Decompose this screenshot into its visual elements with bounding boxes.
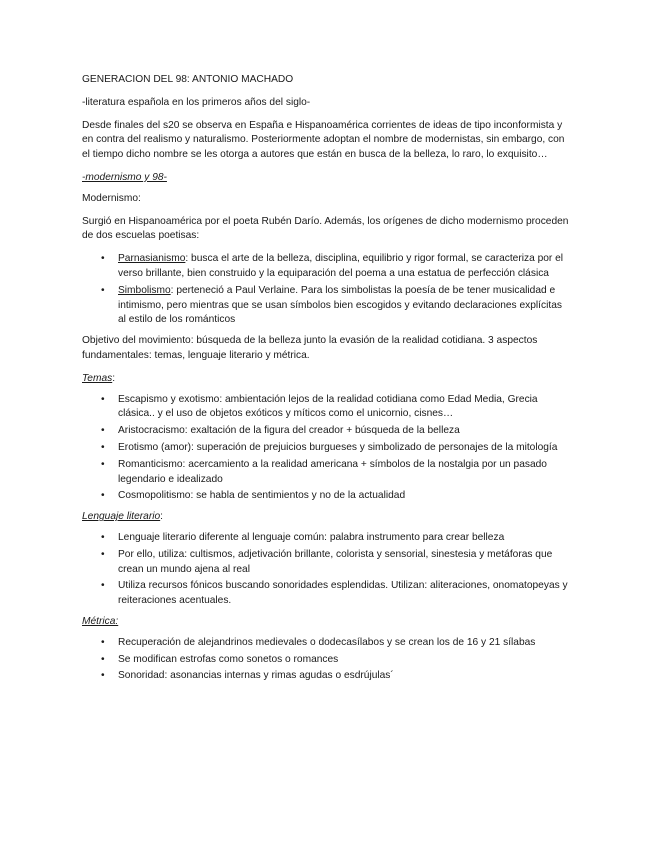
modernismo-label: Modernismo: [82,192,141,204]
lenguaje-heading-line [82,510,572,525]
lenguaje-heading: Lenguaje literario [82,511,161,523]
tema-text: Aristocracismo: exaltación de la figura del creador + búsqueda de la belleza [118,425,460,437]
bullet-icon: • [101,393,105,405]
temas-heading-line [82,372,572,387]
list-item [82,636,572,651]
bullet-icon: • [101,531,105,543]
escuela-name: Parnasianismo [118,253,186,265]
tema-text: Erotismo (amor): superación de prejuicios burgueses y simbolizado de personajes de la mitología [118,441,558,453]
metrica-text: Se modifican estrofas como sonetos o romances [118,653,339,665]
document-subtitle: -literatura española en los primeros años del siglo- [82,96,311,108]
escuela-text: : busca el arte de la belleza, disciplina, equilibrio y rigor formal, se caracteriza por el verso brillante, bien construido y la equiparación del poema a una estatua de perfección clásica [118,253,564,279]
list-item [82,669,572,684]
temas-heading-colon: : [112,372,116,384]
escuelas-list [82,252,572,328]
metrica-text: Recuperación de alejandrinos medievales o dodecasílabos y se crean los de 16 y 21 sílabas [118,636,536,648]
metrica-text: Sonoridad: asonancias internas y rimas agudas o esdrújulas´ [118,670,394,682]
tema-text: Romanticismo: acercamiento a la realidad americana + símbolos de la nostalgia por un pasado legendario e idealizado [118,458,547,485]
temas-heading: Temas [82,372,113,384]
list-item [82,424,572,439]
bullet-icon: • [101,284,105,296]
bullet-icon: • [101,580,105,592]
metrica-list [82,636,572,684]
bullet-icon: • [101,653,105,665]
list-item [82,579,572,609]
bullet-icon: • [101,636,105,648]
bullet-icon: • [101,253,105,265]
list-item [82,284,572,328]
bullet-icon: • [101,425,105,437]
lenguaje-text: Utiliza recursos fónicos buscando sonoridades esplendidas. Utilizan: aliteraciones, onomatopeyas y reiteraciones acentuales. [118,580,568,607]
lenguaje-heading-colon: : [160,511,164,523]
list-item [82,489,572,504]
lenguaje-list [82,531,572,609]
document-page [82,73,572,690]
intro-paragraph: Desde finales del s20 se observa en España e Hispanoamérica corrientes de ideas de tipo inconformista y en contra del realismo y naturalismo. Posteriormente adoptan el nombre de modernistas, sin embargo, con el tiempo dicho nombre se les otorga a autores que están en busca de la belleza, lo raro, lo exquisito… [82,119,565,161]
bullet-icon: • [101,458,105,470]
bullet-icon: • [101,441,105,453]
metrica-heading: Métrica: [82,615,119,627]
list-item [82,441,572,456]
list-item [82,531,572,546]
tema-text: Escapismo y exotismo: ambientación lejos de la realidad cotidiana como Edad Media, Grecia clásica.. y el uso de objetos exóticos y míticos como el unicornio, cisnes… [118,393,538,420]
bullet-icon: • [101,548,105,560]
list-item [82,252,572,282]
document-title: GENERACION DEL 98: ANTONIO MACHADO [82,74,294,85]
escuela-text: : perteneció a Paul Verlaine. Para los simbolistas la poesía de be tener musicalidad e intimismo, pero mientras que se usan símbolos bien escogidos y evitando declaraciones explícitas al estilo de los románticos [118,284,562,326]
list-item [82,653,572,668]
origen-paragraph: Surgió en Hispanoamérica por el poeta Rubén Darío. Además, los orígenes de dicho modernismo proceden de dos escuelas poetisas: [82,215,569,242]
lenguaje-text: Por ello, utiliza: cultismos, adjetivación brillante, colorista y sensorial, sinestesia y metáforas que crean un mundo ajena al real [118,548,553,575]
lenguaje-text: Lenguaje literario diferente al lenguaje común: palabra instrumento para crear belleza [118,531,505,543]
list-item [82,458,572,488]
section-heading: -modernismo y 98- [82,171,167,183]
bullet-icon: • [101,670,105,682]
objetivo-paragraph: Objetivo del movimiento: búsqueda de la belleza junto la evasión de la realidad cotidiana. 3 aspectos fundamentales: temas, lenguaje literario y métrica. [82,335,538,361]
list-item [82,393,572,423]
bullet-icon: • [101,490,105,502]
temas-list [82,393,572,505]
tema-text: Cosmopolitismo: se habla de sentimientos y no de la actualidad [118,490,406,502]
list-item [82,548,572,578]
escuela-name: Simbolismo [118,284,171,296]
